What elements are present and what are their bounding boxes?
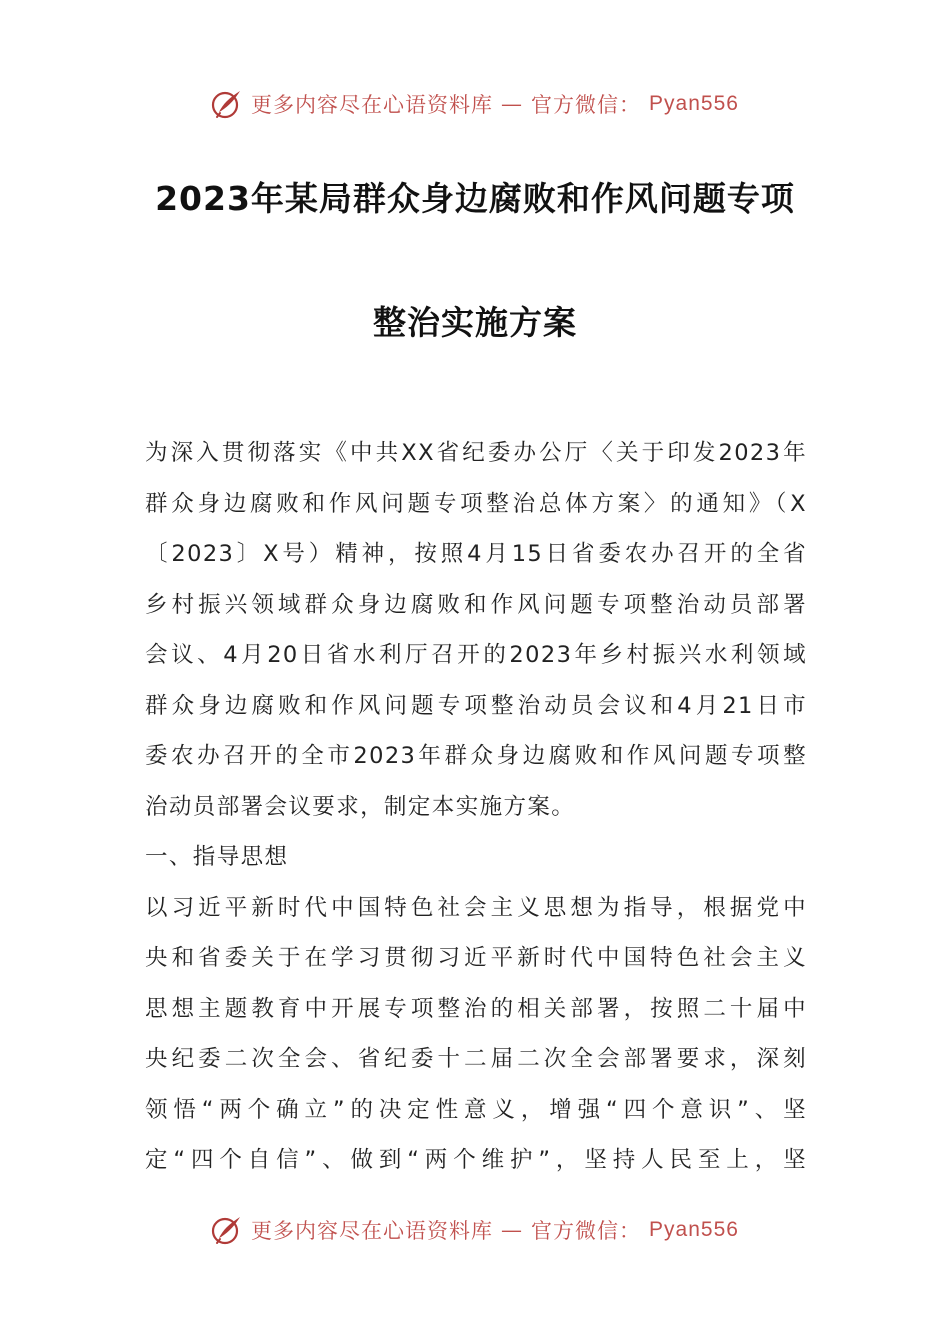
- quill-logo-icon: [211, 1214, 243, 1246]
- text-line: 〔2023〕X号）精神，按照4月15日省委农办召开的全省: [145, 541, 807, 567]
- text-line: 为深入贯彻落实《中共XX省纪委办公厅〈关于印发2023年: [145, 440, 807, 466]
- watermark-text: 更多内容尽在心语资料库: [251, 93, 494, 117]
- document-title-line-1: 2023年某局群众身边腐败和作风问题专项: [155, 179, 795, 218]
- watermark-wechat-id: Pyan556: [649, 1218, 739, 1241]
- section-heading-guiding-ideology: 一、指导思想: [145, 844, 289, 870]
- watermark-separator: —: [501, 1218, 524, 1242]
- watermark-wechat-label: 官方微信：: [531, 93, 642, 117]
- watermark-wechat-id: Pyan556: [649, 92, 739, 115]
- text-line: 群众身边腐败和作风问题专项整治总体方案〉的通知》（X: [145, 490, 807, 517]
- watermark-separator: —: [501, 92, 524, 116]
- watermark-footer: [0, 1212, 950, 1248]
- text-line: 治动员部署会议要求，制定本实施方案。: [145, 793, 576, 820]
- text-line: 思想主题教育中开展专项整治的相关部署，按照二十届中: [145, 995, 807, 1022]
- text-line: 央纪委二次全会、省纪委十二届二次全会部署要求，深刻: [145, 1046, 807, 1072]
- text-line: 群众身边腐败和作风问题专项整治动员会议和4月21日市: [145, 692, 807, 719]
- document-body: [145, 428, 807, 1186]
- watermark-header: [0, 86, 950, 122]
- document-title-line-2: 整治实施方案: [373, 303, 577, 342]
- text-line: 领悟“两个确立”的决定性意义，增强“四个意识”、坚: [145, 1096, 807, 1123]
- text-line: 以习近平新时代中国特色社会主义思想为指导，根据党中: [145, 894, 807, 921]
- watermark-text: 更多内容尽在心语资料库: [251, 1219, 494, 1243]
- quill-logo-icon: [211, 88, 243, 120]
- section-1-paragraph: [145, 883, 807, 1186]
- watermark-wechat-label: 官方微信：: [531, 1219, 642, 1243]
- text-line: 央和省委关于在学习贯彻习近平新时代中国特色社会主义: [145, 945, 807, 971]
- text-line: 定“四个自信”、做到“两个维护”，坚持人民至上，坚: [145, 1147, 807, 1173]
- text-line: 会议、4月20日省水利厅召开的2023年乡村振兴水利领域: [145, 642, 807, 668]
- intro-paragraph: [145, 428, 807, 832]
- text-line: 乡村振兴领域群众身边腐败和作风问题专项整治动员部署: [145, 591, 807, 618]
- text-line: 委农办召开的全市2023年群众身边腐败和作风问题专项整: [145, 743, 807, 769]
